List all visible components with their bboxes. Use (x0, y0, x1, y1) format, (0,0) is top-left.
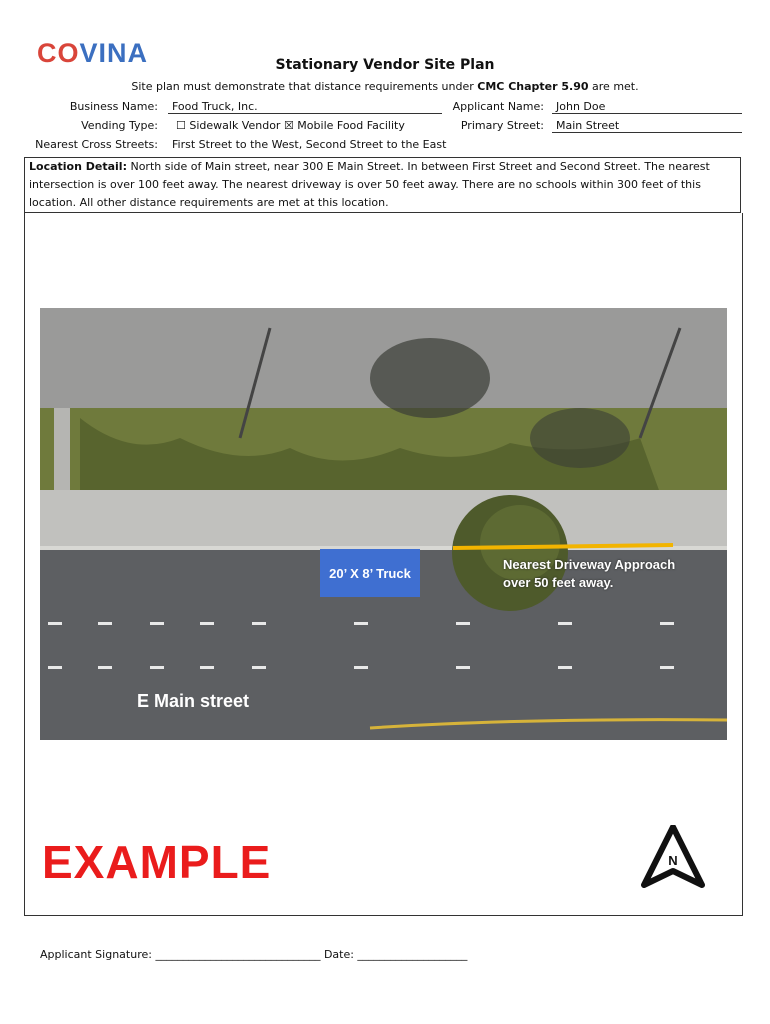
location-detail-label: Location Detail: (29, 160, 127, 173)
example-watermark: EXAMPLE (42, 836, 272, 888)
page-subtitle: Site plan must demonstrate that distance requirements under CMC Chapter 5.90 are met. (131, 80, 639, 93)
location-detail-box (24, 157, 741, 213)
cross-streets-label: Nearest Cross Streets: (35, 138, 158, 151)
vending-type-label: Vending Type: (81, 119, 158, 132)
aerial-site-photo (40, 308, 727, 740)
signature-line[interactable]: Applicant Signature: ______________________________ Date: ____________________ (40, 948, 468, 961)
page-title: Stationary Vendor Site Plan (275, 57, 495, 73)
cross-streets-field[interactable]: First Street to the West, Second Street to the East (172, 138, 447, 151)
business-name-label: Business Name: (69, 100, 158, 113)
location-detail-text: North side of Main street, near 300 E Main Street. In between First Street and Second Street. The nearest intersection is over 100 feet away. The nearest driveway is over 50 feet away. There are no schools within 300 feet of this location. All other distance requirements are met at this location. (29, 160, 710, 209)
primary-street-label: Primary Street: (460, 119, 544, 132)
street-label: E Main street (137, 691, 250, 711)
truck-footprint: 20’ X 8’ Truck (320, 549, 420, 597)
applicant-name-label: Applicant Name: (452, 100, 544, 113)
primary-street-field[interactable]: Main Street (552, 119, 742, 133)
north-arrow-icon (640, 825, 706, 889)
applicant-name-field[interactable]: John Doe (552, 100, 742, 114)
business-name-field[interactable]: Food Truck, Inc. (168, 100, 442, 114)
vending-type-options[interactable]: ☐ Sidewalk Vendor ☒ Mobile Food Facility (176, 119, 405, 132)
compass-letter: N (668, 853, 678, 868)
driveway-annotation: Nearest Driveway Approach over 50 feet away. (503, 557, 676, 590)
covina-logo: COVINA (37, 38, 149, 68)
